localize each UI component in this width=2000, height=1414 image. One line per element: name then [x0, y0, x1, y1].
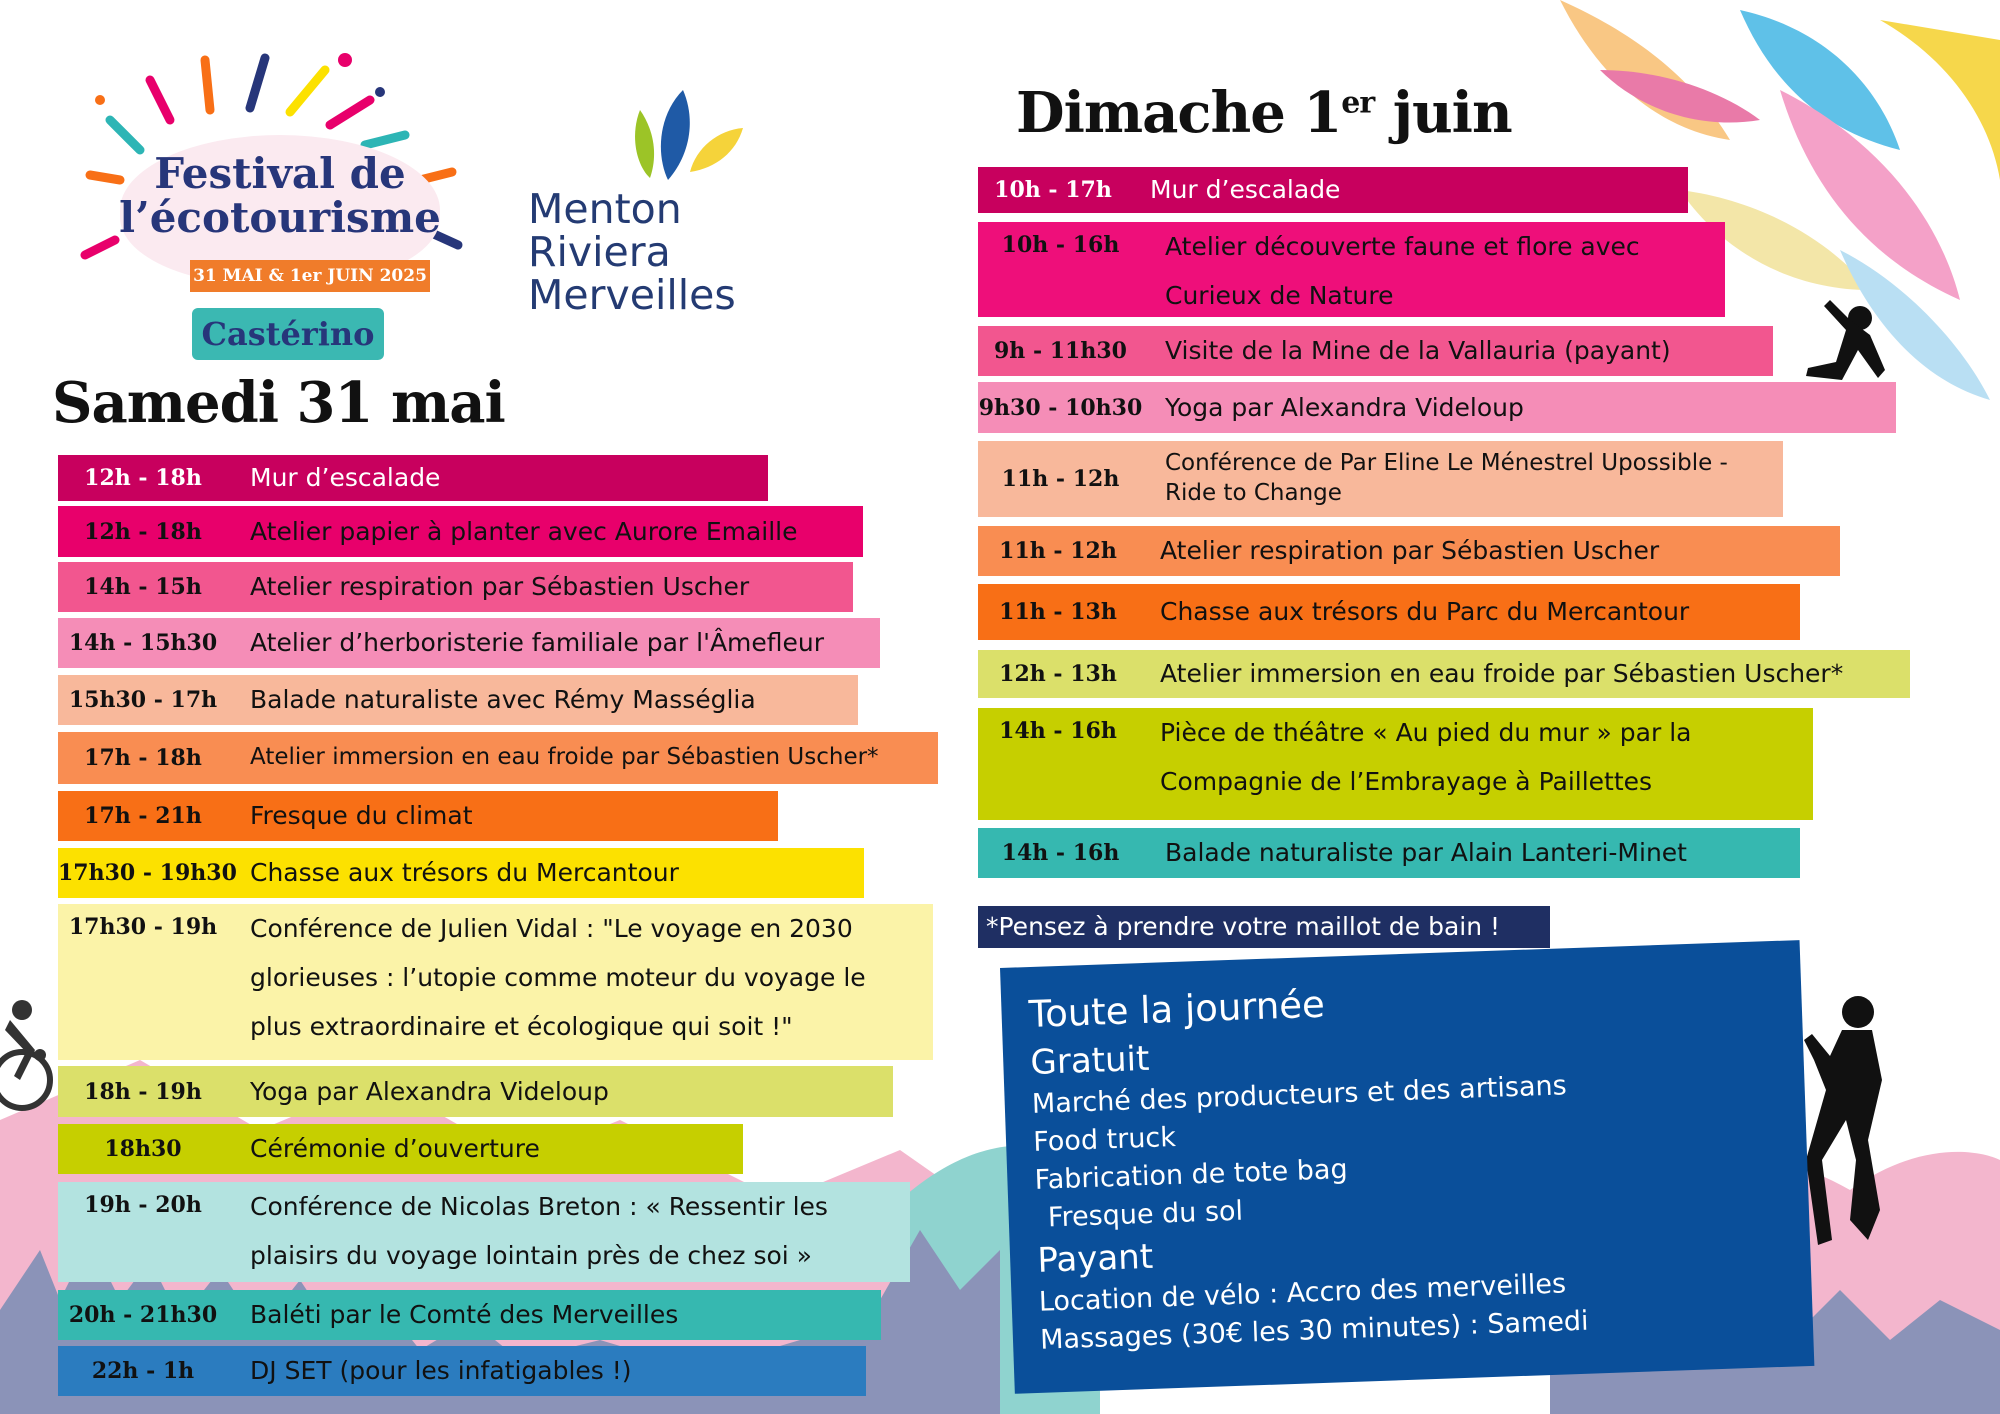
sunday-event-row — [978, 222, 1725, 317]
event-time: 17h30 - 19h30 — [58, 860, 237, 886]
event-label: DJ SET (pour les infatigables !) — [250, 1356, 632, 1386]
partner-name-line2: Riviera — [528, 228, 671, 276]
event-time: 17h - 18h — [84, 745, 202, 771]
saturday-title: Samedi 31 mai — [52, 370, 505, 436]
sunday-title-main: Dimache 1 — [1016, 80, 1342, 146]
paid-item: Location de vélo : Accro des merveilles — [1038, 1268, 1567, 1318]
saturday-event-row — [58, 1182, 910, 1282]
event-label: Mur d’escalade — [250, 463, 441, 493]
event-label: Pièce de théâtre « Au pied du mur » par la Compagnie de l’Embrayage à Paillettes — [1160, 718, 1692, 796]
leaf-logo-icon — [628, 90, 748, 185]
event-time: 10h - 16h — [1001, 232, 1120, 258]
event-time: 20h - 21h30 — [68, 1302, 218, 1328]
event-label: Yoga par Alexandra Videloup — [1165, 392, 1524, 422]
event-label: Conférence de Nicolas Breton : « Ressentir les plaisirs du voyage lointain près de chez soi » — [250, 1192, 828, 1270]
partner-name-line1: Menton — [528, 185, 682, 233]
event-label: Conférence de Par Eline Le Ménestrel Upossible - Ride to Change — [1165, 450, 1728, 506]
event-label: Atelier découverte faune et flore avec Curieux de Nature — [1165, 232, 1640, 310]
saturday-event-row — [58, 1124, 743, 1174]
saturday-event-row — [58, 791, 778, 841]
event-time: 22h - 1h — [91, 1358, 195, 1384]
event-label: Atelier immersion en eau froide par Sébastien Uscher* — [1160, 659, 1844, 689]
event-label: Conférence de Julien Vidal : "Le voyage en 2030 glorieuses : l’utopie comme moteur du voyage le plus extraordinaire et écologique qui soit !" — [250, 914, 866, 1041]
cyclist-silhouette — [0, 1000, 50, 1108]
event-label: Atelier respiration par Sébastien Uscher — [250, 572, 750, 602]
free-item: Marché des producteurs et des artisans — [1031, 1070, 1568, 1120]
event-label: Chasse aux trésors du Parc du Mercantour — [1160, 597, 1690, 627]
sunday-event-row — [978, 708, 1813, 820]
event-label: Visite de la Mine de la Vallauria (payant) — [1165, 336, 1671, 366]
sunday-event-row — [978, 584, 1800, 640]
event-time: 10h - 17h — [994, 177, 1112, 203]
free-title: Gratuit — [1029, 1038, 1151, 1083]
yoga-silhouette — [1806, 300, 1885, 380]
event-time: 18h30 — [104, 1136, 182, 1162]
event-label: Mur d’escalade — [1150, 175, 1341, 205]
event-label: Cérémonie d’ouverture — [250, 1134, 540, 1164]
partner-name-line3: Merveilles — [528, 271, 736, 319]
sunday-event-row — [978, 650, 1910, 698]
event-label: Balade naturaliste par Alain Lanteri-Minet — [1165, 838, 1687, 868]
saturday-event-row — [58, 1346, 866, 1396]
free-item: Food truck — [1032, 1121, 1177, 1158]
event-time: 11h - 12h — [1001, 466, 1120, 492]
all-day-content — [1028, 970, 1621, 1360]
event-time: 12h - 13h — [999, 661, 1117, 687]
event-time: 11h - 12h — [999, 538, 1117, 564]
event-time: 14h - 16h — [1001, 840, 1120, 866]
saturday-event-row — [58, 848, 864, 898]
event-time: 9h30 - 10h30 — [978, 394, 1143, 421]
saturday-event-row — [58, 562, 853, 612]
paid-item: Massages (30€ les 30 minutes) : Samedi — [1039, 1305, 1590, 1356]
event-label: Chasse aux trésors du Mercantour — [250, 858, 679, 888]
event-label: Baléti par le Comté des Merveilles — [250, 1300, 679, 1330]
event-label: Atelier respiration par Sébastien Uscher — [1160, 536, 1660, 566]
sunday-event-row — [978, 526, 1840, 576]
sunday-event-row — [978, 326, 1773, 376]
event-time: 17h - 21h — [84, 803, 202, 829]
event-time: 14h - 15h30 — [68, 630, 218, 656]
event-time: 19h - 20h — [84, 1192, 202, 1218]
event-time: 9h - 11h30 — [994, 338, 1127, 364]
saturday-event-row — [58, 904, 933, 1060]
saturday-event-row — [58, 675, 858, 725]
sunday-title-end: juin — [1392, 80, 1512, 146]
partner-name — [528, 185, 778, 319]
event-label: Atelier d’herboristerie familiale par l'Âmefleur — [250, 628, 825, 658]
festival-logo — [80, 40, 480, 370]
sunday-title-sup: er — [1341, 85, 1375, 121]
paid-title: Payant — [1036, 1236, 1154, 1281]
event-label: Yoga par Alexandra Videloup — [250, 1076, 609, 1106]
saturday-event-row — [58, 1290, 881, 1340]
sunday-event-row — [978, 167, 1688, 213]
event-time: 15h30 - 17h — [68, 687, 218, 713]
festival-title-line1: Festival de — [154, 149, 406, 198]
event-time: 12h - 18h — [84, 518, 202, 545]
event-time: 18h - 19h — [84, 1078, 202, 1105]
free-item: Fresque du sol — [1047, 1195, 1244, 1234]
free-item: Fabrication de tote bag — [1034, 1153, 1349, 1196]
event-time: 14h - 16h — [999, 718, 1117, 744]
event-label: Fresque du climat — [250, 801, 473, 831]
swimsuit-note: *Pensez à prendre votre maillot de bain ! — [978, 906, 1550, 948]
sunday-event-row — [978, 441, 1783, 517]
festival-place: Castérino — [192, 308, 384, 360]
event-time: 17h30 - 19h — [68, 914, 218, 940]
event-label: Atelier immersion en eau froide par Sébastien Uscher* — [250, 744, 879, 771]
saturday-event-row — [58, 506, 863, 557]
festival-dates: 31 MAI & 1er JUIN 2025 — [190, 260, 430, 292]
all-day-title: Toute la journée — [1028, 982, 1326, 1036]
sunday-title — [1016, 80, 1512, 146]
event-time: 12h - 18h — [84, 465, 202, 491]
festival-title-line2: l’écotourisme — [119, 193, 441, 242]
saturday-event-row — [58, 618, 880, 668]
sunday-event-row — [978, 828, 1800, 878]
saturday-event-row — [58, 732, 938, 784]
partner-logo — [528, 90, 778, 330]
event-time: 11h - 13h — [999, 599, 1117, 625]
event-label: Atelier papier à planter avec Aurore Emaille — [250, 516, 798, 546]
sunday-event-row — [978, 382, 1896, 433]
event-label: Balade naturaliste avec Rémy Masséglia — [250, 685, 756, 715]
saturday-event-row — [58, 455, 768, 501]
event-time: 14h - 15h — [84, 574, 202, 600]
saturday-event-row — [58, 1066, 893, 1117]
